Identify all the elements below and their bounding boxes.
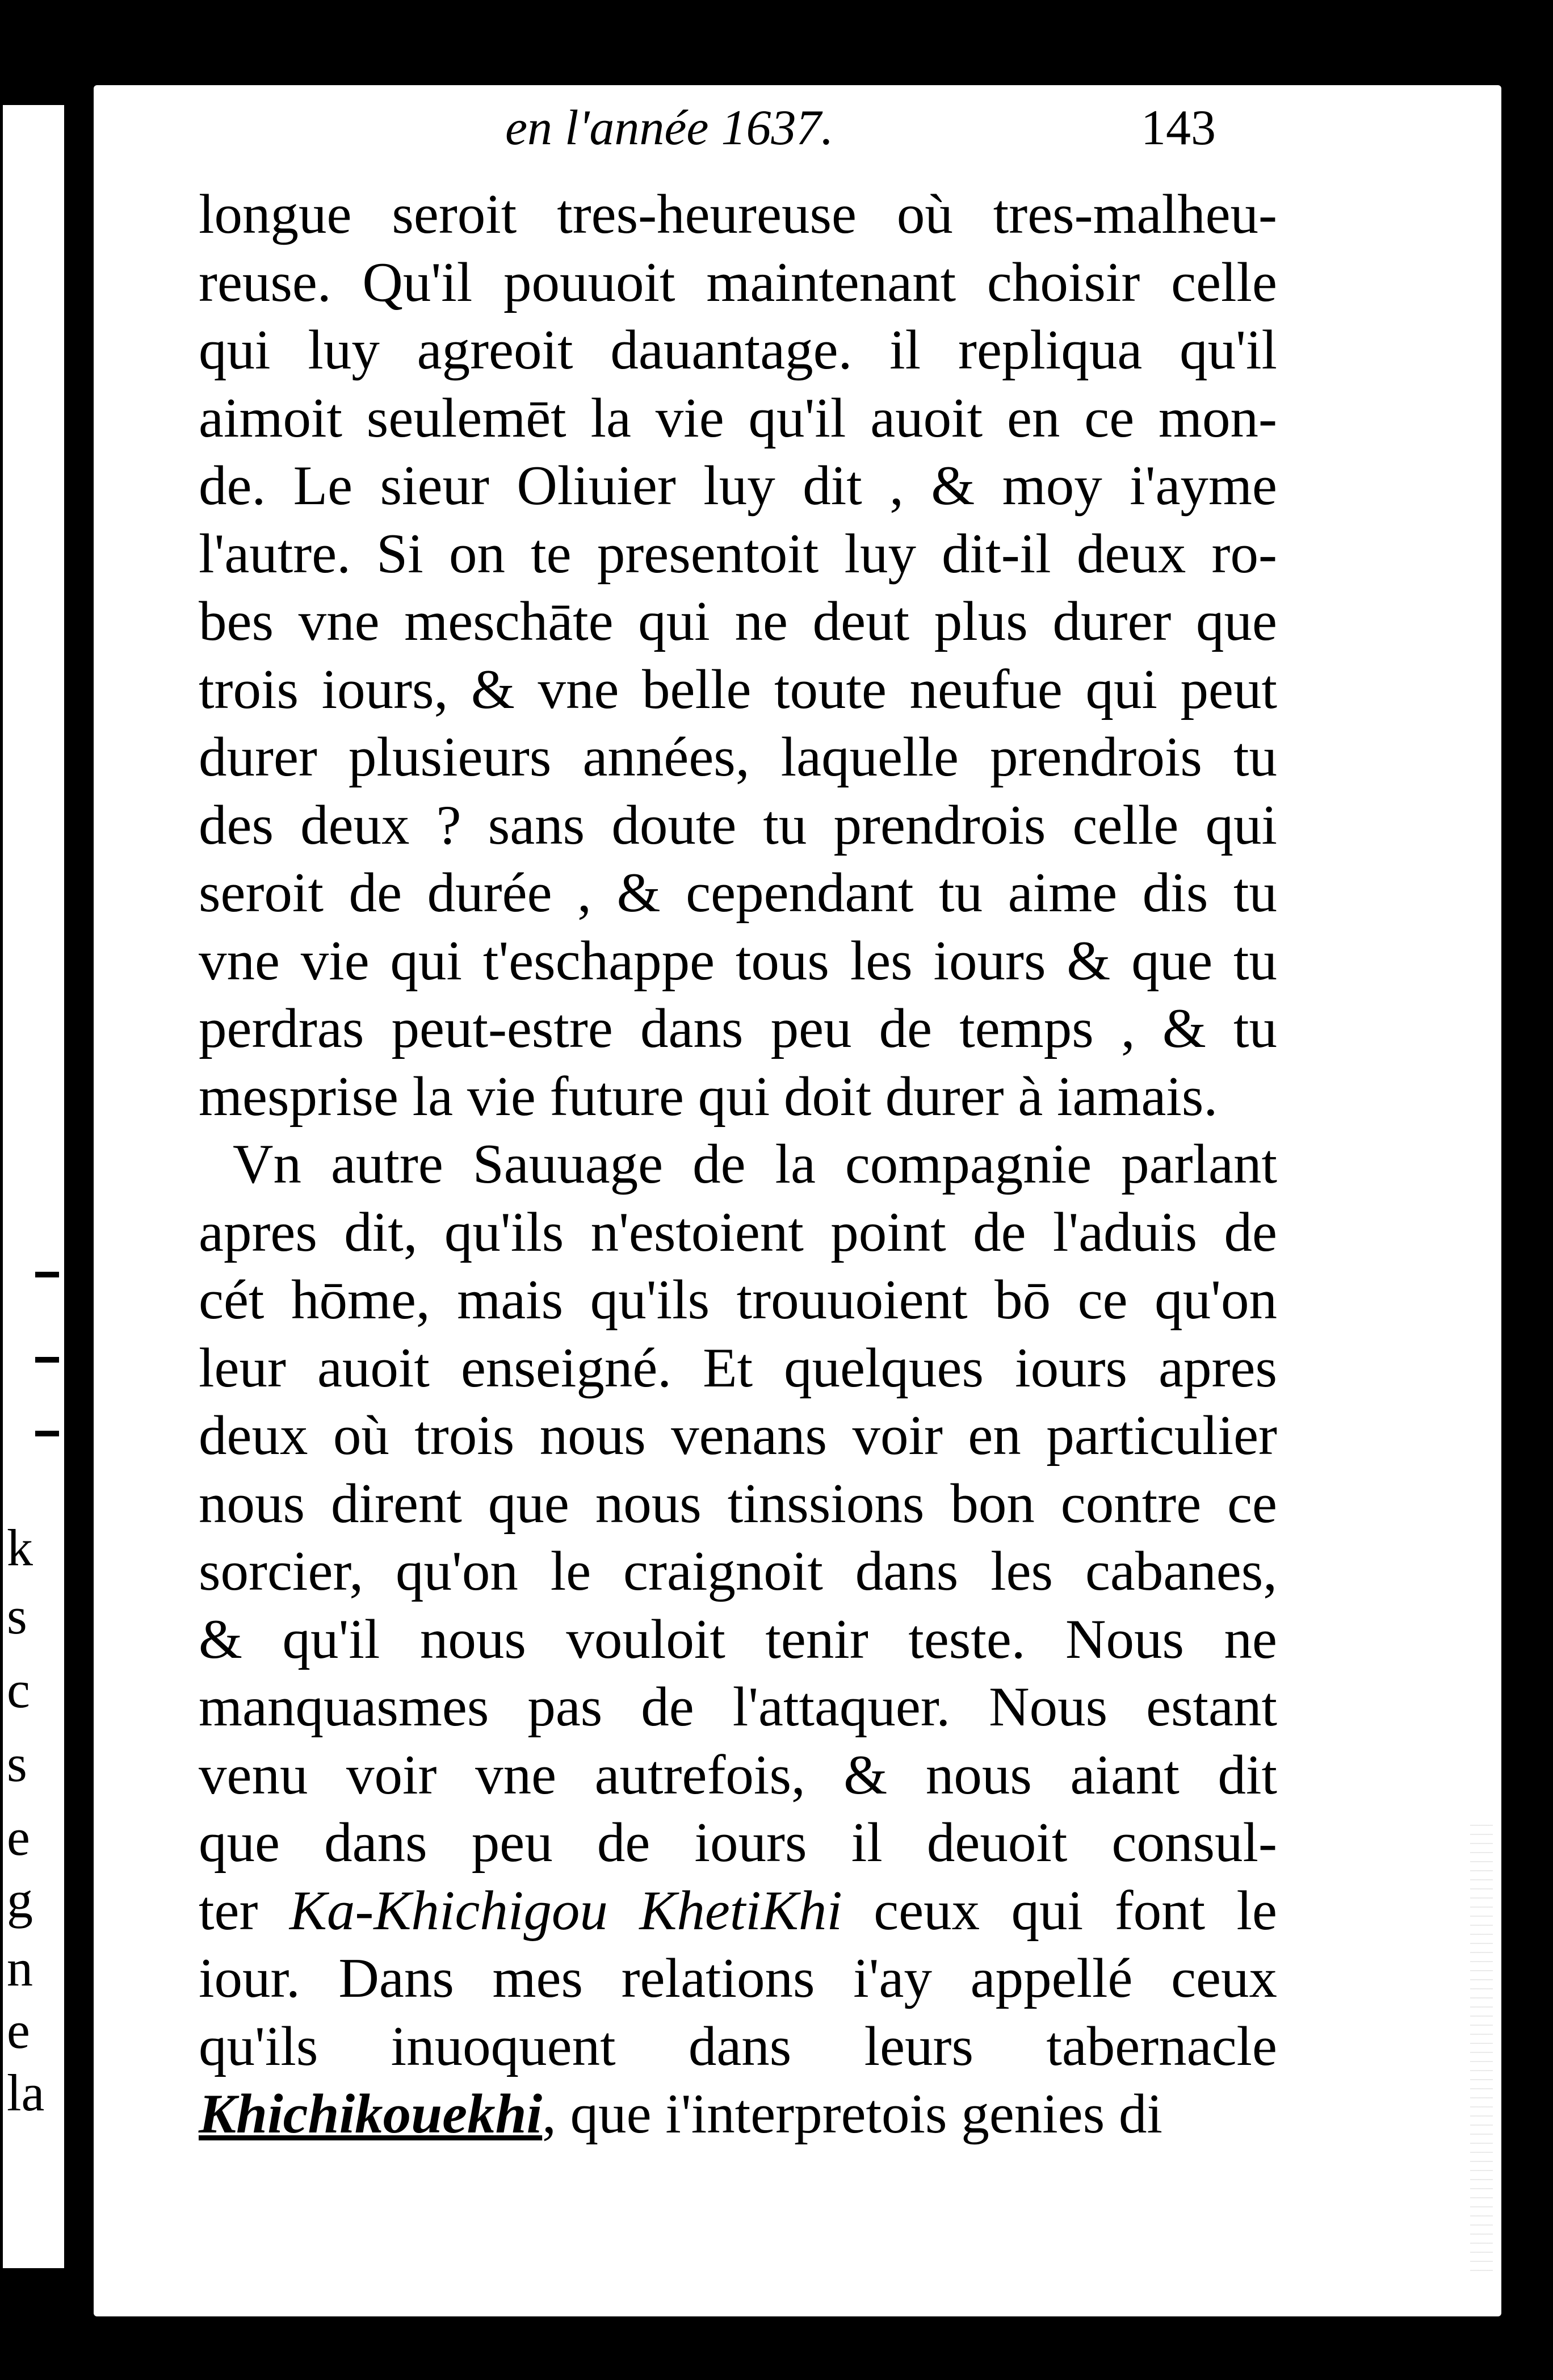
text-line (199, 1877, 1277, 1945)
running-head: en l'année 1637. (505, 100, 834, 156)
text-line: bes vne meschāte qui ne deut plus durer que (199, 590, 1277, 652)
margin-letter: e (7, 2001, 30, 2059)
margin-letter: s (7, 1734, 27, 1792)
text-run: , que i'interpretois genies di (542, 2083, 1162, 2145)
page-edge-shading (1470, 1817, 1493, 2271)
text-line: sorcier, qu'on le craignoit dans les cabanes, (199, 1540, 1277, 1602)
text-line: cét hōme, mais qu'ils trouuoient bō ce qu'on (199, 1269, 1277, 1331)
text-line: apres dit, qu'ils n'estoient point de l'aduis de (199, 1201, 1277, 1263)
text-line: que dans peu de iours il deuoit consul- (199, 1812, 1277, 1874)
text-run: iour. Dans mes relations i'ay appellé ceux (199, 1947, 1277, 2009)
text-line: durer plusieurs années, laquelle prendrois tu (199, 726, 1277, 788)
text-line: seroit de durée , & cependant tu aime dis tu (199, 862, 1277, 924)
text-line: & qu'il nous vouloit tenir teste. Nous ne (199, 1608, 1277, 1670)
text-line: l'autre. Si on te presentoit luy dit-il deux ro- (199, 522, 1277, 585)
margin-letter: la (7, 2064, 45, 2122)
ink-mark (35, 1357, 59, 1363)
margin-letter: c (7, 1661, 30, 1719)
text-line: Vn autre Sauuage de la compagnie parlant (233, 1133, 1277, 1195)
text-line (199, 2013, 1277, 2081)
text-line: des deux ? sans doute tu prendrois celle qui (199, 794, 1277, 856)
gutter-shadow (64, 105, 77, 2268)
text-run: ter (199, 1879, 289, 1942)
text-run: ceux qui font le (842, 1879, 1277, 1942)
text-line: vne vie qui t'eschappe tous les iours & que tu (199, 929, 1277, 992)
text-line (199, 1945, 1277, 2013)
text-line: venu voir vne autrefois, & nous aiant dit (199, 1744, 1277, 1806)
text-line (199, 2080, 1277, 2148)
ink-mark (35, 1431, 59, 1436)
body-text (199, 181, 1277, 2148)
text-line: longue seroit tres-heureuse où tres-malheu- (199, 183, 1277, 245)
text-line: qui luy agreoit dauantage. il repliqua qu'il (199, 319, 1277, 381)
text-line: aimoit seulemēt la vie qu'il auoit en ce mon- (199, 387, 1277, 449)
text-line: deux où trois nous venans voir en particulier (199, 1405, 1277, 1466)
ink-mark (35, 1272, 59, 1277)
text-line: leur auoit enseigné. Et quelques iours apres (199, 1336, 1277, 1399)
margin-letter: k (7, 1519, 33, 1577)
page-number: 143 (1141, 100, 1216, 156)
margin-letter: n (7, 1939, 33, 1997)
text-line: reuse. Qu'il pouuoit maintenant choisir celle (199, 251, 1277, 313)
text-line: nous dirent que nous tinssions bon contre ce (199, 1472, 1277, 1535)
text-line: perdras peut-estre dans peu de temps , & tu (199, 998, 1277, 1059)
native-term: Khichikouekhi (199, 2083, 543, 2145)
text-line: trois iours, & vne belle toute neufue qui peut (199, 658, 1277, 720)
text-line: mesprise la vie future qui doit durer à iamais. (199, 1065, 1218, 1128)
margin-letter: s (7, 1587, 27, 1645)
text-run: qu'ils inuoquent dans leurs tabernacle (199, 2015, 1277, 2077)
margin-letter: g (7, 1871, 33, 1929)
text-line: manquasmes pas de l'attaquer. Nous estant (199, 1676, 1277, 1738)
page-header (199, 99, 1334, 167)
native-term: Ka-Khichigou KhetiKhi (289, 1879, 842, 1942)
margin-letter: e (7, 1808, 30, 1866)
text-line: de. Le sieur Oliuier luy dit , & moy i'ayme (199, 455, 1277, 517)
